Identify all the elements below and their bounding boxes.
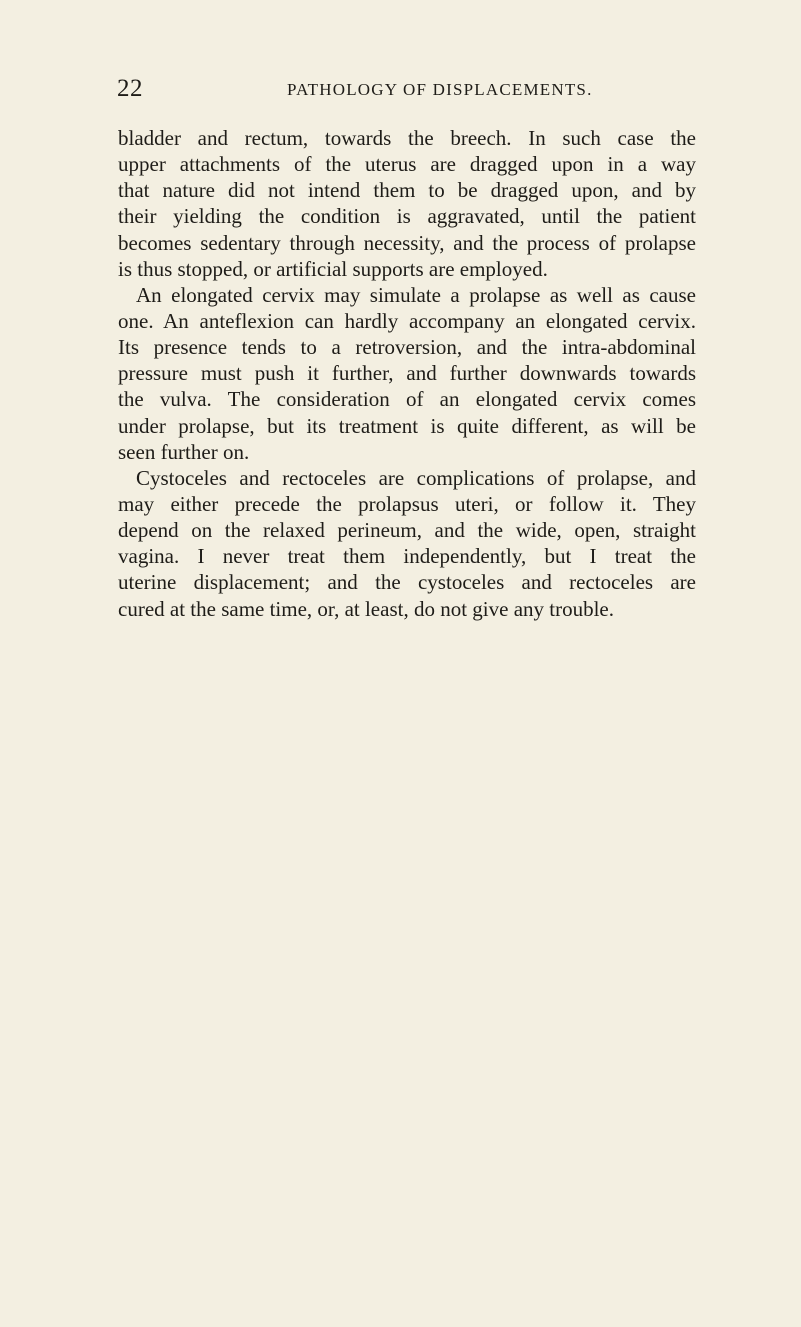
running-head: PATHOLOGY OF DISPLACEMENTS.	[287, 80, 593, 99]
text-line: one. An anteflexion can hardly accompany an elongated cervix.	[118, 308, 696, 333]
text-line: seen further on.	[118, 439, 250, 464]
text-line: cured at the same time, or, at least, do not give any trouble.	[118, 596, 615, 621]
text-line: vagina. I never treat them independently, but I treat the	[118, 544, 696, 569]
page-header	[117, 74, 697, 104]
text-line: their yielding the condition is aggravated, until the patient	[118, 204, 696, 229]
body-text	[118, 125, 696, 622]
text-line: pressure must push it further, and further downwards towards	[118, 361, 696, 386]
text-line: bladder and rectum, towards the breech. In such case the	[118, 126, 696, 150]
text-line: depend on the relaxed perineum, and the wide, open, straight	[118, 518, 696, 543]
text-line: Its presence tends to a retroversion, and the intra-abdominal	[118, 335, 696, 360]
text-line: under prolapse, but its treatment is quite different, as will be	[118, 413, 696, 438]
paragraph	[118, 282, 696, 465]
page-number: 22	[117, 75, 143, 102]
paragraph	[118, 125, 696, 282]
text-line: Cystoceles and rectoceles are complications of prolapse, and	[136, 465, 696, 490]
text-line: An elongated cervix may simulate a prolapse as well as cause	[136, 282, 696, 307]
text-line: is thus stopped, or artificial supports are employed.	[118, 256, 548, 281]
text-line: uterine displacement; and the cystoceles and rectoceles are	[118, 570, 696, 595]
text-line: upper attachments of the uterus are dragged upon in a way	[118, 152, 696, 177]
text-line: becomes sedentary through necessity, and the process of prolapse	[118, 230, 696, 255]
text-line: that nature did not intend them to be dragged upon, and by	[118, 178, 696, 203]
text-line: may either precede the prolapsus uteri, or follow it. They	[118, 491, 696, 516]
paragraph	[118, 465, 696, 622]
text-line: the vulva. The consideration of an elongated cervix comes	[118, 387, 696, 412]
